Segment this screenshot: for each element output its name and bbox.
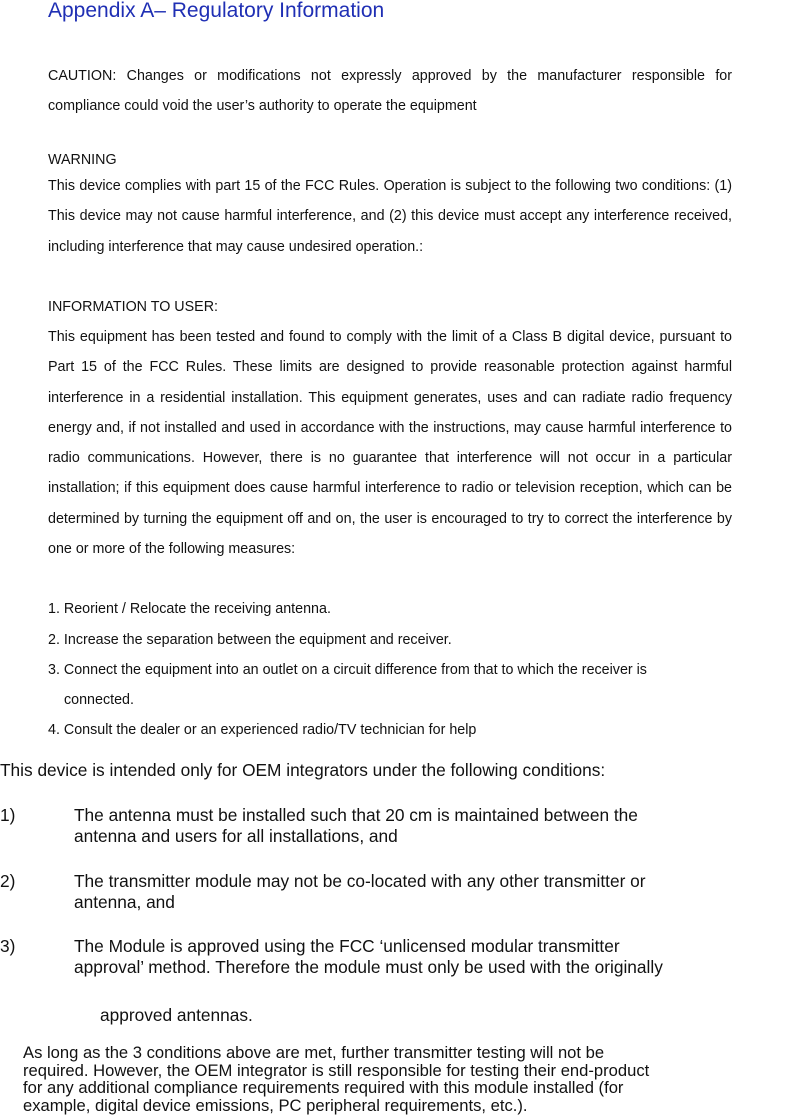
closing-line: for any additional compliance requirements required with this module installed (for: [23, 1078, 624, 1097]
condition-line: antenna and users for all installations, and: [74, 826, 398, 846]
condition-text: [74, 936, 663, 978]
info-label: INFORMATION TO USER:: [48, 299, 218, 315]
condition-number: 3): [0, 936, 16, 956]
closing-line: example, digital device emissions, PC peripheral requirements, etc.).: [23, 1095, 528, 1115]
condition-line: The Module is approved using the FCC ‘unlicensed modular transmitter: [74, 936, 620, 956]
warning-label: WARNING: [48, 152, 117, 168]
measure-item: 2. Increase the separation between the equipment and receiver.: [48, 632, 452, 648]
condition-number: 2): [0, 871, 16, 891]
info-paragraph: This equipment has been tested and found to comply with the limit of a Class B digital device, pursuant to Part 15 of the FCC Rules. These limits are designed to provide reasonable protection against harmful interference in a residential installation. This equipment generates, uses and can radiate radio frequency energy and, if not installed and used in accordance with the instructions, may cause harmful interference to radio communications. However, there is no guarantee that interference will not occur in a particular installation; if this equipment does cause harmful interference to radio or television reception, which can be determined by turning the equipment off and on, the user is encouraged to try to correct the interference by one or more of the following measures:: [48, 329, 732, 558]
condition-text: [74, 871, 646, 913]
closing-line: required. However, the OEM integrator is still responsible for testing their end-product: [23, 1060, 650, 1080]
closing-paragraph: [23, 1044, 799, 1114]
condition-line: approval’ method. Therefore the module must only be used with the originally: [74, 957, 663, 977]
caution-paragraph: CAUTION: Changes or modifications not expressly approved by the manufacturer responsible for compliance could void the user’s authority to operate the equipment: [48, 68, 732, 115]
condition-line: approved antennas.: [100, 1005, 253, 1025]
measure-item: 4. Consult the dealer or an experienced radio/TV technician for help: [48, 722, 477, 738]
measure-item: 1. Reorient / Relocate the receiving antenna.: [48, 601, 331, 617]
page-title: Appendix A– Regulatory Information: [48, 0, 385, 22]
condition-number: 1): [0, 805, 16, 825]
closing-line: As long as the 3 conditions above are met, further transmitter testing will not be: [23, 1043, 605, 1062]
measure-item: 3. Connect the equipment into an outlet on a circuit difference from that to which the receiver is: [48, 662, 647, 678]
condition-line: The transmitter module may not be co-located with any other transmitter or: [74, 871, 646, 891]
measure-item-continuation: connected.: [64, 692, 134, 708]
condition-text: [74, 805, 638, 847]
warning-paragraph: This device complies with part 15 of the FCC Rules. Operation is subject to the following two conditions: (1) This device may not cause harmful interference, and (2) this device must accept any interference received, including interference that may cause undesired operation.:: [48, 178, 732, 255]
oem-intro: This device is intended only for OEM integrators under the following conditions:: [0, 760, 606, 780]
condition-line: The antenna must be installed such that 20 cm is maintained between the: [74, 805, 638, 825]
condition-line: antenna, and: [74, 892, 175, 912]
